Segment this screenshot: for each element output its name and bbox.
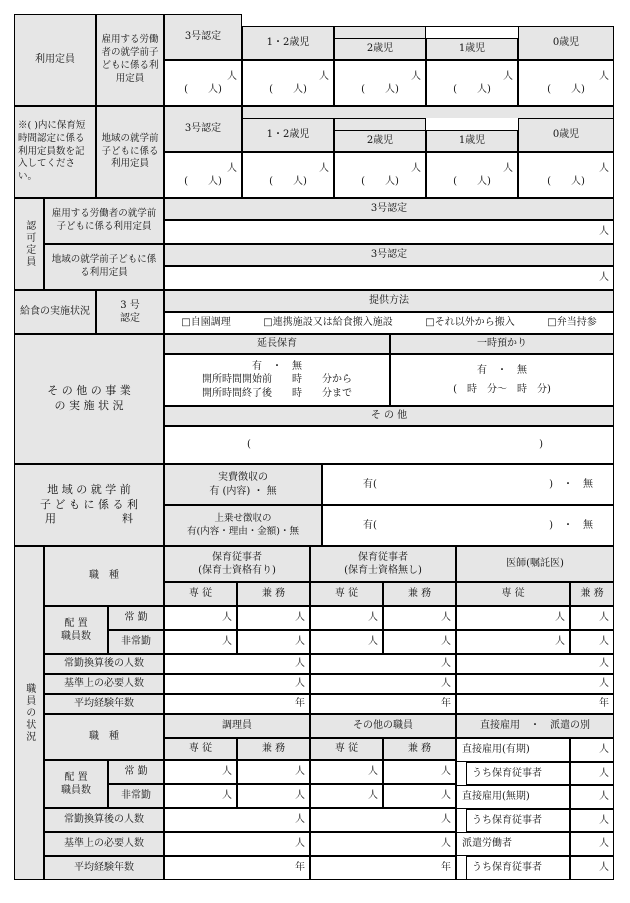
caregiver-qualified: 保育従事者 (保育士資格有り) [164,546,310,582]
employer-usage-label: 雇用する労働者の就学前子どもに係る利用定員 [96,14,164,106]
ded-2: 専 従 [310,582,383,606]
paren-close: ) [539,439,543,451]
usage-capacity-header: 利用定員 [14,14,96,106]
staff-count-r1-c1[interactable]: 人 [237,630,310,654]
other-value[interactable] [164,426,614,464]
unit: 人 [319,70,329,82]
temporary-care-cell [390,354,614,406]
temp-yes-no[interactable]: 有 ・ 無 [477,364,527,376]
req-5[interactable]: 人 [310,832,456,856]
extra-fee-value[interactable] [322,505,614,546]
con-3: 兼 務 [570,582,614,606]
staff-count2-r0-c2[interactable]: 人 [310,760,383,784]
emp-3go-cell [164,60,242,106]
fte-3[interactable]: 人 [456,654,614,674]
fte-label: 常勤換算後の人数 [44,654,164,674]
unit: 人 [227,162,237,174]
employment-row-count[interactable]: 人 [570,832,614,856]
loc-2y-cell [334,152,426,198]
staff-count-r1-c0[interactable]: 人 [164,630,237,654]
staff-count2-r0-c0[interactable]: 人 [164,760,237,784]
short-unit: ( 人) [184,84,222,95]
loc-0y-cell [518,152,614,198]
staff-count2-r1-c2[interactable]: 人 [310,784,383,808]
col-2y-2: 2歳児 [334,130,426,152]
staff-count-r1-c2[interactable]: 人 [310,630,383,654]
staff-count-r1-c5[interactable]: 人 [570,630,614,654]
employment-row-count[interactable]: 人 [570,738,614,762]
staff-count2-r1-c0[interactable]: 人 [164,784,237,808]
part-time-label: 非常勤 [108,630,164,654]
con-1: 兼 務 [237,582,310,606]
employment-type: 直接雇用 ・ 派遣の別 [456,714,614,738]
full-time-label: 常 勤 [108,606,164,630]
short-unit: ( 人) [547,84,585,95]
unit: 人 [599,70,609,82]
ded-5: 専 従 [310,738,383,760]
emp-0y-cell [518,60,614,106]
yrs-1[interactable]: 年 [164,694,310,714]
form-sheet [14,14,614,880]
temporary-care-label: 一時預かり [390,334,614,354]
short-unit: ( 人) [184,176,222,187]
yrs-5[interactable]: 年 [310,856,456,880]
short-unit: ( 人) [547,176,585,187]
staff-count2-r1-c1[interactable]: 人 [237,784,310,808]
staff-count2-r1-c3[interactable]: 人 [383,784,456,808]
meals-category: 3 号 認定 [96,290,164,334]
col-12-2: 1・2歳児 [242,118,334,152]
assigned-staff-label-2: 配 置 職員数 [44,760,108,808]
staff-count-r0-c1[interactable]: 人 [237,606,310,630]
approved-3go-head-2: 3号認定 [164,244,614,266]
actual-fee-value[interactable] [322,464,614,505]
job-type-label: 職 種 [44,546,164,606]
unit: 人 [227,70,237,82]
after-close-time[interactable]: 開所時間終了後 時 分まで [202,387,352,399]
short-unit: ( 人) [269,176,307,187]
part-time-label-2: 非常勤 [108,784,164,808]
col-1y-2: 1歳児 [426,130,518,152]
loc-3go-cell [164,152,242,198]
usage-capacity-note: ※( )内に保育短時間認定に係る利用定員数を記入してください。 [14,106,96,198]
staff-count-r0-c0[interactable]: 人 [164,606,237,630]
caregiver-unqualified: 保育従事者 (保育士資格無し) [310,546,456,582]
ded-3: 専 従 [456,582,570,606]
employment-row-label: うち保育従事者 [466,762,570,786]
employment-row-label: うち保育従事者 [466,856,570,880]
local-usage-label: 地域の就学前子どもに係る利用定員 [96,106,164,198]
short-unit: ( 人) [453,176,491,187]
staff-count-r0-c2[interactable]: 人 [310,606,383,630]
approved-capacity-header: 認可定員 [14,198,44,290]
local-fees-header: 地 域 の 就 学 前 子 ど も に 係 る 利 用 料 [14,464,164,546]
other-business-header: そ の 他 の 事 業 の 実 施 状 況 [14,334,164,464]
approved-local-label: 地域の就学前子どもに係る利用定員 [44,244,164,290]
meal-option-partner[interactable]: □連携施設又は給食搬入施設 [263,317,393,329]
meal-option-other-delivery[interactable]: □それ以外から搬入 [425,317,515,329]
emp-2y-cell [334,60,426,106]
loc-1y-cell [426,152,518,198]
ded-4: 専 従 [164,738,237,760]
col-0y: 0歳児 [518,26,614,60]
emp-1y-cell [426,60,518,106]
extra-fee-label: 上乗せ徴収の 有(内容・理由・金額)・無 [164,505,322,546]
staff-count-r1-c3[interactable]: 人 [383,630,456,654]
employment-row-label: 直接雇用(無期) [456,785,570,809]
col-3go-2: 3号認定 [164,106,242,152]
short-unit: ( 人) [361,84,399,95]
employment-row-count[interactable]: 人 [570,762,614,786]
con-4: 兼 務 [237,738,310,760]
short-unit: ( 人) [361,176,399,187]
yrs-4[interactable]: 年 [164,856,310,880]
actual-fee-label: 実費徴収の 有 (内容) ・ 無 [164,464,322,505]
extended-yes-no[interactable]: 有 ・ 無 [252,360,302,372]
employment-row-label: 直接雇用(有期) [456,738,570,762]
fte-4[interactable]: 人 [164,808,310,832]
before-open-time[interactable]: 開所時間開始前 時 分から [202,374,352,386]
staff-count-r0-c3[interactable]: 人 [383,606,456,630]
staff-count2-r0-c1[interactable]: 人 [237,760,310,784]
staff-count-r0-c4[interactable]: 人 [456,606,570,630]
other-label: そ の 他 [164,406,614,426]
extended-care-cell [164,354,390,406]
emp-12-cell [242,60,334,106]
req-4[interactable]: 人 [164,832,310,856]
col-1y: 1歳児 [426,38,518,60]
close-no: ) ・ 無 [549,478,593,490]
approved-employer-value: 人 [164,220,614,244]
assigned-staff-label: 配 置 職員数 [44,606,108,654]
req-2[interactable]: 人 [310,674,456,694]
yrs-3[interactable]: 年 [456,694,614,714]
yes-open: 有( [363,519,377,531]
unit: 人 [411,162,421,174]
employment-row-label: 派遣労働者 [456,832,570,856]
fte-1[interactable]: 人 [164,654,310,674]
meals-header: 給食の実施状況 [14,290,96,334]
meals-method-label: 提供方法 [164,290,614,312]
full-time-label-2: 常 勤 [108,760,164,784]
staff-count-r0-c5[interactable]: 人 [570,606,614,630]
close-no: ) ・ 無 [549,519,593,531]
required-label-2: 基準上の必要人数 [44,832,164,856]
meals-options [164,312,614,334]
unit: 人 [319,162,329,174]
required-label: 基準上の必要人数 [44,674,164,694]
avg-years-label-2: 平均経験年数 [44,856,164,880]
employment-row-count[interactable]: 人 [570,809,614,833]
avg-years-label: 平均経験年数 [44,694,164,714]
loc-12-cell [242,152,334,198]
yes-open: 有( [363,478,377,490]
col-3go: 3号認定 [164,14,242,60]
col-2y: 2歳児 [334,38,426,60]
unit: 人 [503,70,513,82]
cook: 調理員 [164,714,310,738]
req-1[interactable]: 人 [164,674,310,694]
fte-2[interactable]: 人 [310,654,456,674]
col-12: 1・2歳児 [242,26,334,60]
fte-5[interactable]: 人 [310,808,456,832]
approved-3go-head: 3号認定 [164,198,614,220]
unit: 人 [503,162,513,174]
meal-option-own-kitchen[interactable]: □自園調理 [181,317,231,329]
paren-open: ( [247,439,251,451]
approved-employer-label: 雇用する労働者の就学前子どもに係る利用定員 [44,198,164,244]
short-unit: ( 人) [453,84,491,95]
employment-row-count[interactable]: 人 [570,785,614,809]
short-unit: ( 人) [269,84,307,95]
con-5: 兼 務 [383,738,456,760]
extended-care-label: 延長保育 [164,334,390,354]
req-3[interactable]: 人 [456,674,614,694]
job-type-label-2: 職 種 [44,714,164,760]
fte-label-2: 常勤換算後の人数 [44,808,164,832]
yrs-2[interactable]: 年 [310,694,456,714]
meal-option-lunchbox[interactable]: □弁当持参 [547,317,597,329]
ded-1: 専 従 [164,582,237,606]
staff-header: 職員の状況 [14,546,44,880]
header-strip [242,106,614,118]
approved-local-value: 人 [164,266,614,290]
employment-row-count[interactable]: 人 [570,856,614,880]
unit: 人 [411,70,421,82]
con-2: 兼 務 [383,582,456,606]
unit: 人 [599,162,609,174]
staff-count2-r0-c3[interactable]: 人 [383,760,456,784]
other-staff: その他の職員 [310,714,456,738]
col-0y-2: 0歳児 [518,118,614,152]
staff-count-r1-c4[interactable]: 人 [456,630,570,654]
temp-time[interactable]: ( 時 分～ 時 分) [453,384,551,395]
employment-row-label: うち保育従事者 [466,809,570,833]
doctor: 医師(嘱託医) [456,546,614,582]
